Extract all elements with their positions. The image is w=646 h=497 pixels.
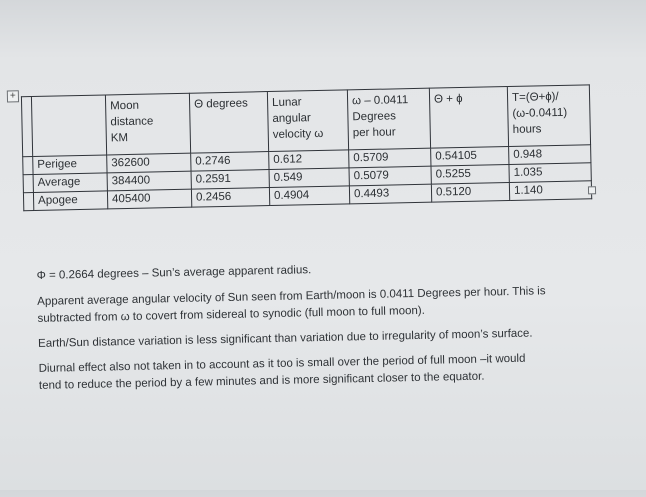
note-text: subtracted from ω to covert from sidereal to synodic (full moon to full moon). <box>37 304 425 325</box>
table-cell[interactable]: 0.54105 <box>431 147 509 167</box>
header-text: Θ + ɸ <box>433 92 463 106</box>
table-cell[interactable]: 0.612 <box>269 150 349 170</box>
table-resize-handle[interactable] <box>588 186 596 194</box>
table-cell[interactable]: 0.4493 <box>349 184 431 204</box>
header-moon-distance[interactable] <box>105 93 190 155</box>
table-cell[interactable]: 0.2591 <box>191 170 269 190</box>
header-text: ω – 0.0411 <box>351 94 409 108</box>
table-cell[interactable]: 0.4904 <box>269 186 349 206</box>
move-handle-icon[interactable]: + <box>7 90 19 102</box>
table-cell[interactable]: 405400 <box>107 189 191 209</box>
note-text: tend to reduce the period by a few minutes and is more significant closer to the equator. <box>38 370 485 392</box>
table-cell[interactable] <box>23 192 33 210</box>
table-cell[interactable]: 0.2456 <box>191 188 269 208</box>
table-cell[interactable]: 0.948 <box>509 145 591 165</box>
header-text: distance <box>110 115 154 129</box>
note-text: Diurnal effect also not taken in to account as it too is small over the period of full moon –it would <box>38 352 526 375</box>
table-cell[interactable]: 0.549 <box>269 168 349 188</box>
table-cell[interactable]: 0.5079 <box>349 166 431 186</box>
note-distance-variation: Earth/Sun distance variation is less significant than variation due to irregularity of moon’s surface. <box>37 327 533 350</box>
header-text: Θ degrees <box>194 97 248 111</box>
header-cell-label[interactable] <box>31 95 106 157</box>
header-omega-minus[interactable] <box>347 88 430 150</box>
header-theta-degrees[interactable] <box>189 92 268 154</box>
header-text: Lunar <box>271 96 302 109</box>
note-sun-radius: Φ = 0.2664 degrees – Sun’s average apparent radius. <box>36 264 312 282</box>
table-cell[interactable]: 1.140 <box>509 181 591 201</box>
table-cell[interactable]: 0.5120 <box>431 183 509 203</box>
note-text: Apparent average angular velocity of Sun seen from Earth/moon is 0.0411 Degrees per hour. This is <box>37 285 546 308</box>
table-cell[interactable] <box>23 174 33 192</box>
lunar-data-table <box>21 84 592 211</box>
note-angular-velocity <box>37 282 608 328</box>
table-cell[interactable]: 0.2746 <box>191 152 269 172</box>
header-text: (ω-0.0411) <box>512 106 568 120</box>
header-text: per hour <box>352 126 396 140</box>
table-cell-label[interactable]: Apogee <box>33 191 107 211</box>
header-text: T=(Θ+ɸ)/ <box>511 90 559 104</box>
header-lunar-velocity[interactable] <box>267 90 348 152</box>
table-cell[interactable]: 362600 <box>107 153 191 173</box>
table-cell-label[interactable]: Average <box>33 173 107 193</box>
table-cell[interactable] <box>23 156 33 174</box>
notes-section <box>37 256 610 403</box>
table-cell[interactable]: 0.5255 <box>431 165 509 185</box>
table-cell[interactable]: 1.035 <box>509 163 591 183</box>
header-text: Degrees <box>352 110 397 124</box>
header-text: Moon <box>110 99 140 113</box>
header-theta-phi[interactable] <box>429 87 508 149</box>
table-cell-label[interactable]: Perigee <box>33 155 107 175</box>
header-text: angular <box>272 112 311 125</box>
note-diurnal-effect <box>38 349 609 395</box>
header-text: hours <box>512 123 542 136</box>
header-period[interactable] <box>507 85 590 147</box>
header-text: KM <box>110 131 129 145</box>
header-text: velocity ω <box>272 127 324 141</box>
table-cell[interactable]: 384400 <box>107 171 191 191</box>
table-cell[interactable]: 0.5709 <box>349 148 431 168</box>
